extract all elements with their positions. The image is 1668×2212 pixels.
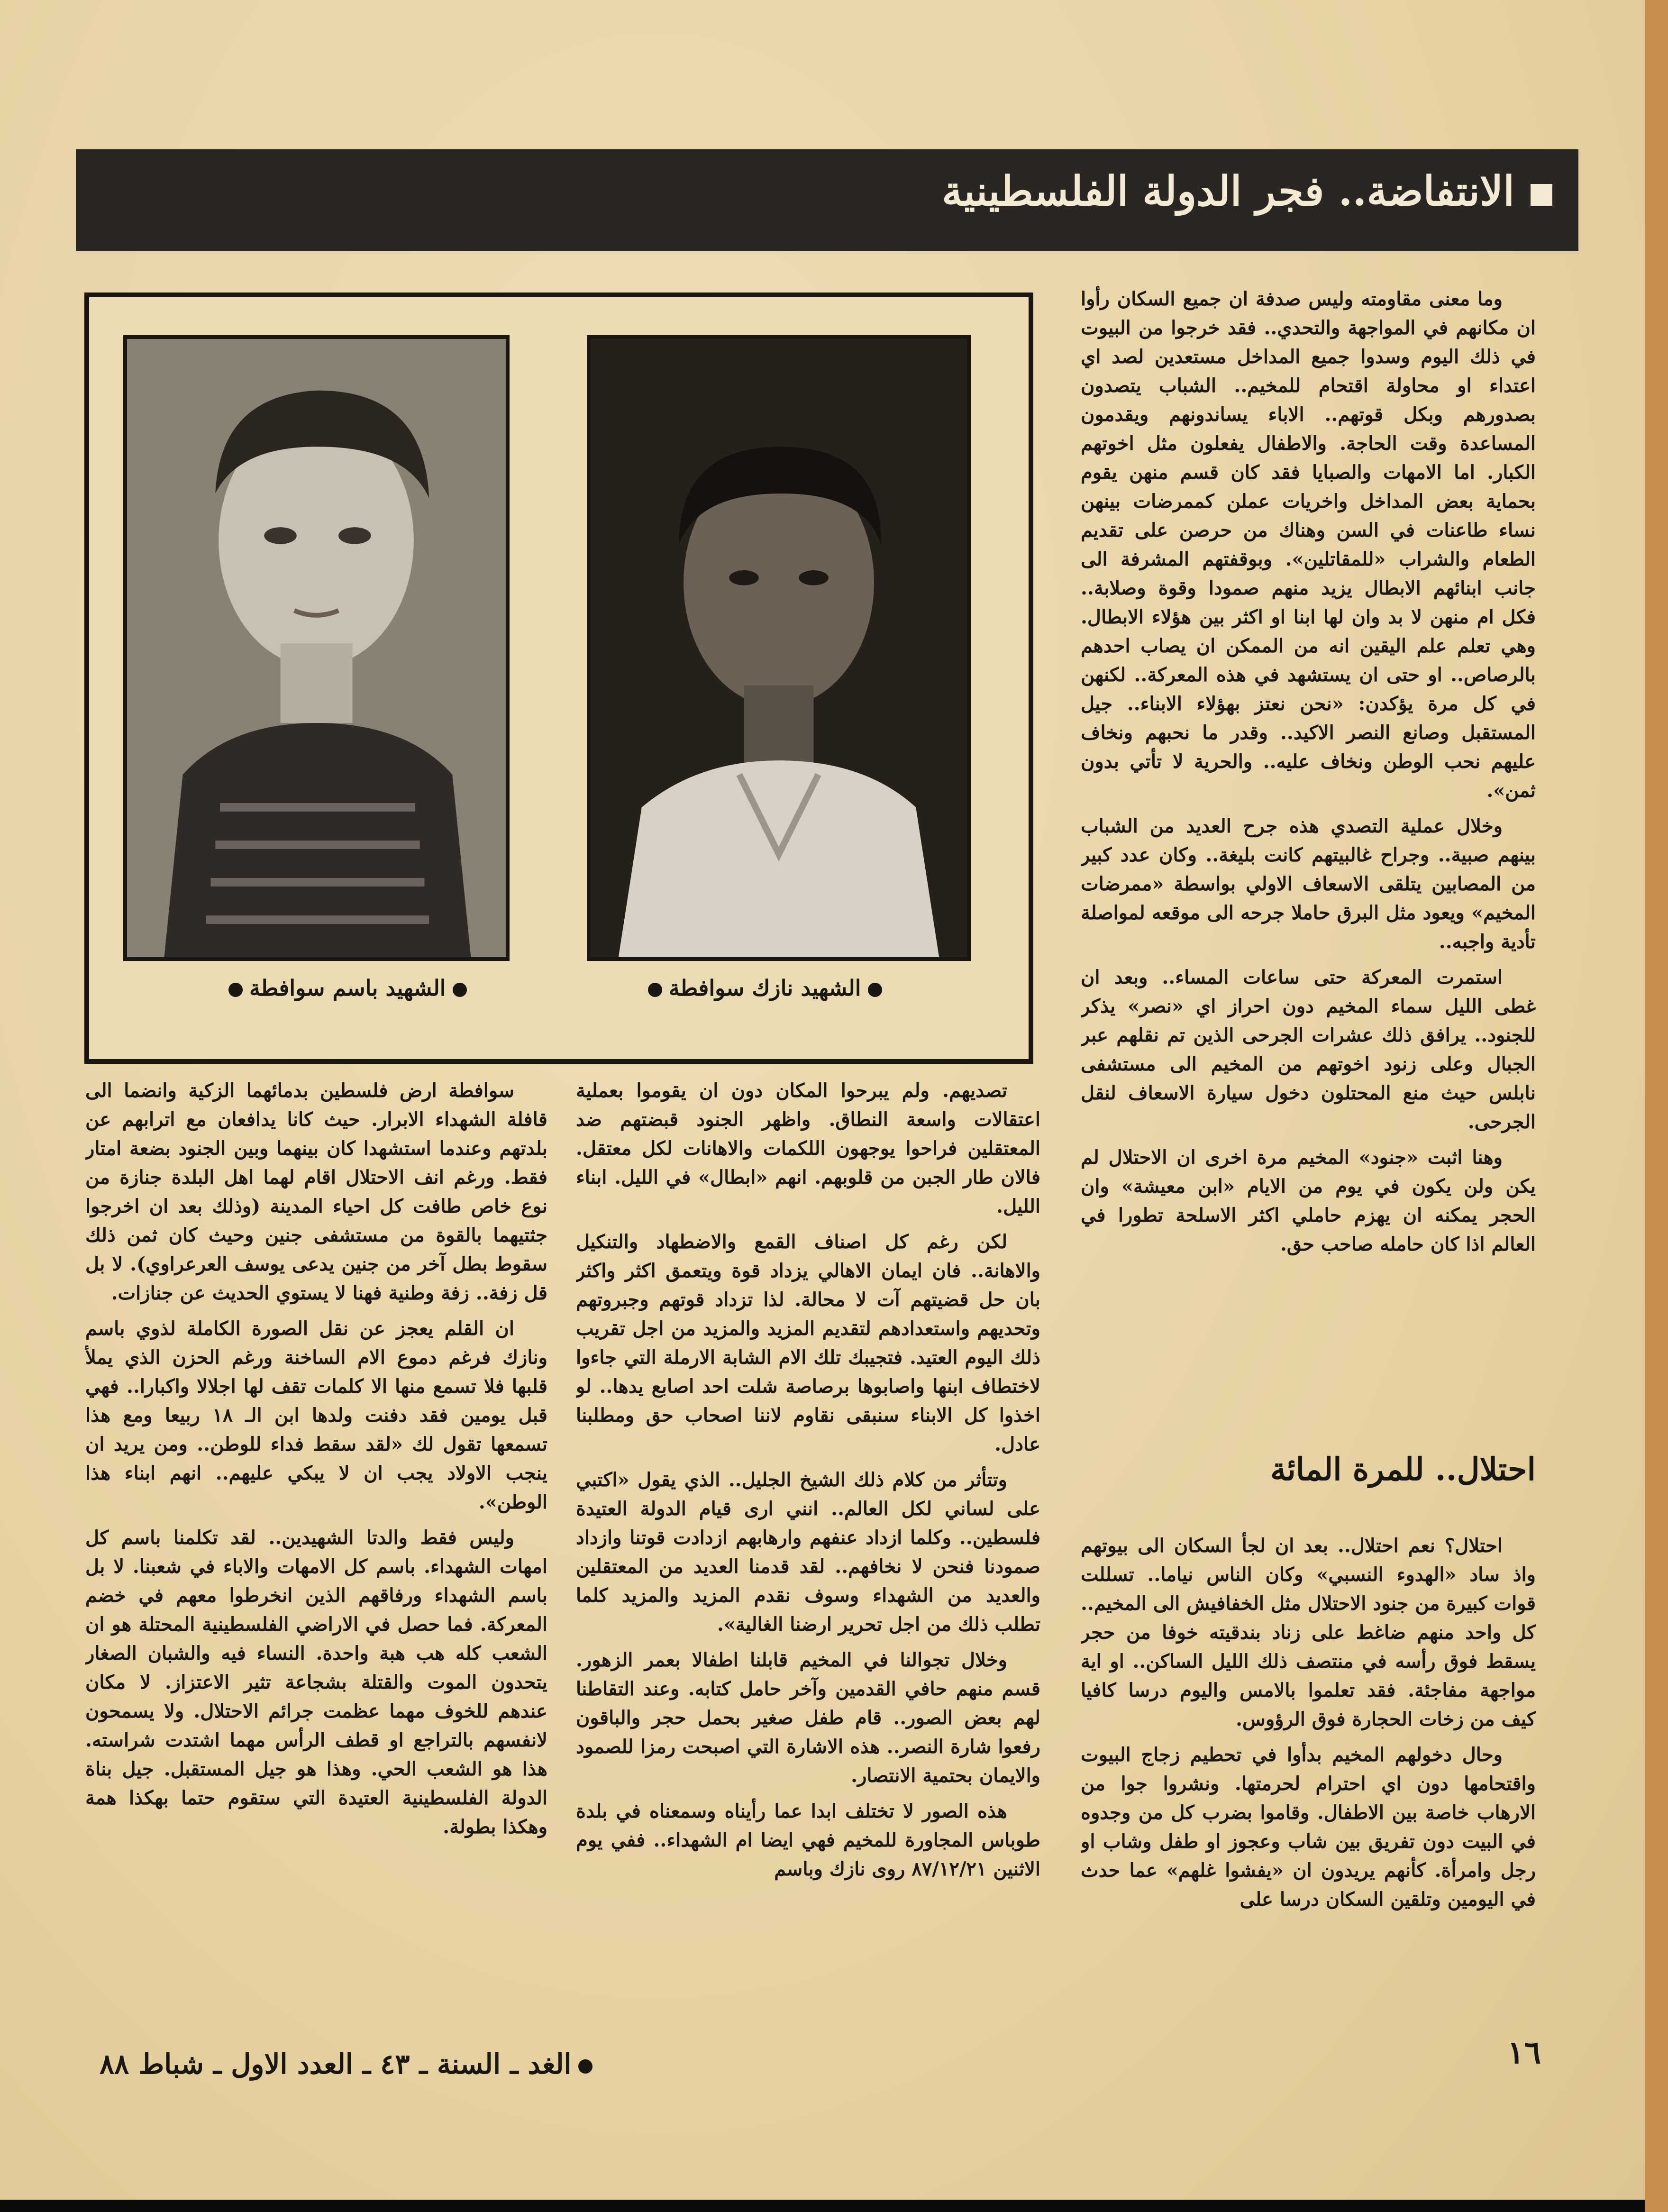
section-title: الانتفاضة.. فجر الدولة الفلسطينية <box>942 167 1514 215</box>
bullet-icon <box>453 983 467 997</box>
bullet-icon <box>228 983 243 997</box>
paragraph: وخلال عملية التصدي هذه جرح العديد من الشباب بينهم صبية.. وجراح غالبيتهم كانت بليغة.. وكان عدد كبير من المصابين يتلقى الاسعاف الاولي بواسطة «ممرضات المخيم» ويعود مثل البرق حاملا جرحه الى موقعه لمواصلة تأدية واجبه.. <box>1081 815 1536 953</box>
photos-frame <box>84 292 1033 1064</box>
footer-publication-text: الغد ـ السنة ـ ٤٣ ـ العدد الاول ـ شباط ٨٨ <box>100 2048 572 2080</box>
page-edge-right <box>1645 0 1668 2212</box>
paragraph: ان القلم يعجز عن نقل الصورة الكاملة لذوي باسم ونازك فرغم دموع الام الساخنة ورغم الحزن الذي يملأ قلبها فلا تسمع منها الا كلمات تقف لها اجلالا واكبارا.. فهي قبل يومين فقد دفنت ولدها ابن الـ ١٨ ربيعا ومع هذا تسمعها تقول لك «لقد سقط فداء للوطن.. ومن يريد ان ينجب الاولاد يجب ان لا يبكي عليهم.. انهم ابناء هذا الوطن». <box>85 1317 547 1513</box>
paragraph: هذه الصور لا تختلف ابدا عما رأيناه وسمعناه في بلدة طوباس المجاورة للمخيم فهي ايضا ام الشهداء.. ففي يوم الاثنين ٨٧/١٢/٢١ روى نازك وباسم <box>576 1800 1040 1880</box>
column-right-bottom <box>1081 1531 1536 2010</box>
column-right-top <box>1081 284 1536 1389</box>
bullet-icon <box>868 983 882 997</box>
paragraph: وخلال تجوالنا في المخيم قابلنا اطفالا بعمر الزهور. قسم منهم حافي القدمين وآخر حامل كتابه. وعند التقاطنا لهم بعض الصور.. قام طفل صغير بحمل حجر والباقون رفعوا شارة النصر.. هذه الاشارة التي اصبحت رمزا للصمود والايمان بحتمية الانتصار. <box>576 1649 1040 1787</box>
paragraph: وليس فقط والدتا الشهيدين.. لقد تكلمنا باسم كل امهات الشهداء. باسم كل الامهات والاباء في شعبنا. لا بل باسم الشهداء ورفاقهم الذين انخرطوا معهم في خضم المعركة. فما حصل في الاراضي الفلسطينية المحتلة هو ان الشعب كله هب هبة واحدة. النساء فيه والشبان الصغار يتحدون الموت والقتلة بشجاعة تثير الاعتزاز. لا مكان عندهم للخوف مهما عظمت جرائم الاحتلال. ولا يسمحون لانفسهم بالتراجع او قطف الرأس مهما اشتدت شراسته. هذا هو الشعب الحي. وهذا هو جيل المستقبل. جيل بناة الدولة الفلسطينية العتيدة التي ستقوم حتما بهكذا همة وهكذا بطولة. <box>85 1526 547 1838</box>
paragraph: تصديهم. ولم يبرحوا المكان دون ان يقوموا بعملية اعتقالات واسعة النطاق. واظهر الجنود قبضتهم ضد المعتقلين فراحوا يوجهون اللكمات والاهانات لكل معتقل. فالان طار الجبن من قلوبهم. انهم «ابطال» في الليل. ابناء الليل. <box>576 1079 1040 1217</box>
bullet-icon <box>578 2059 592 2074</box>
bullet-icon <box>648 983 662 997</box>
square-bullet-icon <box>1531 184 1552 206</box>
caption-right <box>641 975 889 1001</box>
paragraph: سوافطة ارض فلسطين بدمائهما الزكية وانضما الى قافلة الشهداء الابرار. حيث كانا يدافعان مع اترابهم عن بلدتهم وعندما استشهدا كان بينهما وبين الجنود بضعة امتار فقط. ورغم انف الاحتلال اقام لهما اهل البلدة جنازة من نوع خاص طافت كل احياء المدينة (وذلك بعد ان اخرجوا جثتيهما بالقوة من مستشفى جنين وحيث كان ثمن ذلك سقوط بطل آخر من جنين يدعى يوسف العرعراوي). لا بل قل زفة.. زفة وطنية فهنا لا يستوي الحديث عن جنازات. <box>85 1079 547 1304</box>
page-number: ١٦ <box>1507 2034 1541 2071</box>
paragraph: احتلال؟ نعم احتلال.. بعد ان لجأ السكان الى بيوتهم واذ ساد «الهدوء النسبي» وكان الناس نياما.. تسللت قوات كبيرة من جنود الاحتلال مثل الخفافيش الى المخيم.. كل واحد منهم ضاغط على زناد بندقيته خوفا من حجر يسقط فوق رأسه في منتصف ذلك الليل الساكن.. او اية مواجهة مفاجئة. فقد تعلموا بالامس واليوم درسا كافيا كيف من زخات الحجارة فوق الرؤوس. <box>1081 1535 1536 1730</box>
paragraph: لكن رغم كل اصناف القمع والاضطهاد والتنكيل والاهانة.. فان ايمان الاهالي يزداد قوة ويتعمق اكثر واكثر بان حل قضيتهم آت لا محالة. لذا تزداد قوتهم وجبروتهم وتحديهم واستعدادهم لتقديم المزيد والمزيد من اجل تقريب ذلك اليوم العتيد. فتجيبك تلك الام الشابة الارملة التي جاءوا لاختطاف ابنها واصابوها برصاصة شلت احد اصابع يدها.. لو اخذوا كل الابناء سنبقى نقاوم لاننا اصحاب حق ومطلبنا عادل. <box>576 1231 1040 1455</box>
photo-nazik <box>587 335 971 961</box>
paragraph: استمرت المعركة حتى ساعات المساء.. وبعد ان غطى الليل سماء المخيم دون احراز اي «نصر» يذكر للجنود.. يرافق ذلك عشرات الجرحى الذين تم نقلهم عبر الجبال وعلى زنود اخوتهم من المخيم الى مستشفى نابلس حيث منع المحتلون دخول سيارة الاسعاف لنقل الجرحى. <box>1081 966 1536 1133</box>
caption-right-text: الشهيد نازك سوافطة <box>669 975 861 1001</box>
paragraph: وما معنى مقاومته وليس صدفة ان جميع السكان رأوا ان مكانهم في المواجهة والتحدي.. فقد خرجوا من البيوت في ذلك اليوم وسدوا جميع المداخل مستعدين لصد اي اعتداء او محاولة اقتحام للمخيم.. الشباب يتصدون بصدورهم وبكل قوتهم.. الاباء يساندونهم ويقدمون المساعدة وقت الحاجة. والاطفال يفعلون مثل اخوتهم الكبار. اما الامهات والصبايا فقد كان قسم منهن يقوم بحماية بعض المداخل واخريات عملن كممرضات بينهن نساء طاعنات في السن وهناك من حرصن على تقديم الطعام والشراب «للمقاتلين». وبوقفتهم المشرفة الى جانب ابنائهم الابطال يزيد منهم صمودا وقوة وصلابة.. فكل ام منهن لا بد وان لها ابنا او اكثر بين هؤلاء الابطال. وهي تعلم علم اليقين انه من الممكن ان يصاب احدهم بالرصاص.. او حتى ان يستشهد في هذه المعركة.. لكنهن في كل مرة يؤكدن: «نحن نعتز بهؤلاء الابناء.. جيل المستقبل وصانع النصر الاكيد.. وقدر ما نحبهم ونخاف عليهم نحب الوطن ونخاف عليه.. والحرية لا تأتي بدون ثمن». <box>1081 288 1536 802</box>
footer-publication <box>100 2048 599 2080</box>
header-band <box>76 149 1578 251</box>
photo-basim <box>123 335 510 961</box>
portrait-image <box>127 339 506 957</box>
paragraph: وتتأثر من كلام ذلك الشيخ الجليل.. الذي يقول «اكتبي على لساني لكل العالم.. انني ارى قيام الدولة العتيدة فلسطين.. وكلما ازداد عنفهم وارهابهم ازدادت قوتنا وازداد صمودنا فنحن لا نخافهم.. لقد قدمنا العديد من المعتقلين والعديد من الشهداء وسوف نقدم المزيد والمزيد كلما تطلب ذلك من اجل تحرير ارضنا الغالية». <box>576 1469 1040 1636</box>
column-left <box>85 1076 547 2010</box>
caption-left-text: الشهيد باسم سوافطة <box>249 975 446 1001</box>
caption-left <box>222 975 474 1001</box>
header-title-wrap <box>942 167 1552 215</box>
subheading: احتلال.. للمرة المائة <box>1270 1451 1536 1488</box>
column-middle <box>576 1076 1040 2010</box>
paragraph: وهنا اثبت «جنود» المخيم مرة اخرى ان الاحتلال لم يكن ولن يكون في يوم من الايام «ابن معيشة» وان الحجر يمكنه ان يهزم حاملي اكثر الاسلحة تطورا في العالم اذا كان حامله صاحب حق. <box>1081 1146 1536 1255</box>
portrait-image <box>591 339 967 957</box>
paragraph: وحال دخولهم المخيم بدأوا في تحطيم زجاج البيوت واقتحامها دون اي احترام لحرمتها. ونشروا جوا من الارهاب خاصة بين الاطفال. وقاموا بضرب كل من وجدوه في البيت دون تفريق بين شاب وعجوز او طفل وشاب او رجل وامرأة. كأنهم يريدون ان «يفشوا غلهم» عما حدث في اليومين وتلقين السكان درسا على <box>1081 1744 1536 1910</box>
page-edge-bottom <box>0 2200 1645 2212</box>
